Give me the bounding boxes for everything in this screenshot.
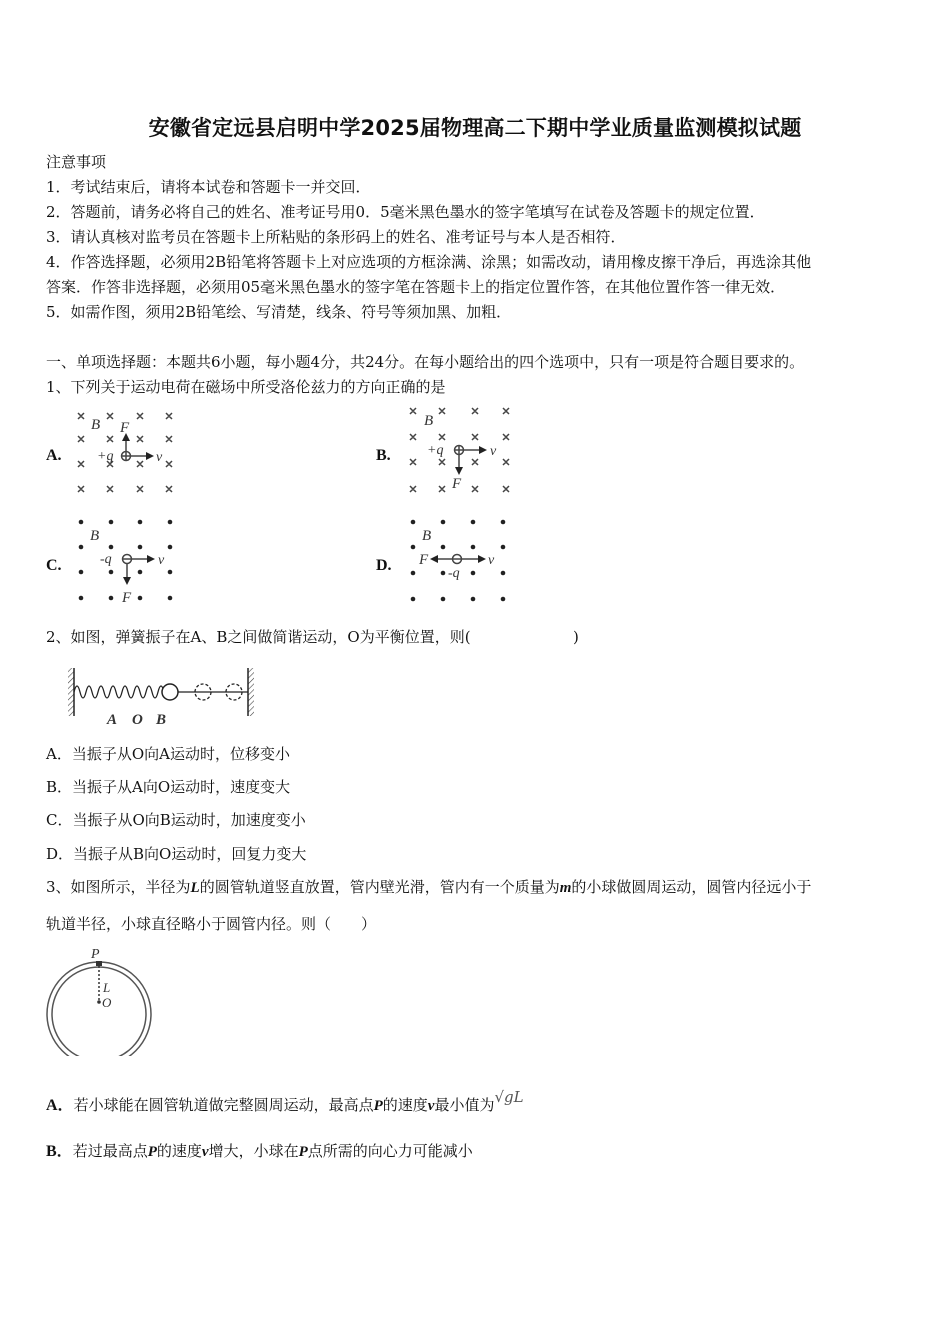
ball-icon xyxy=(162,684,178,700)
svg-text:O: O xyxy=(132,712,143,728)
svg-text:v: v xyxy=(156,450,163,465)
svg-text:v: v xyxy=(488,553,495,568)
q1-stem: 1、下列关于运动电荷在磁场中所受洛伦兹力的方向正确的是 xyxy=(46,378,446,396)
arrow-down-icon xyxy=(455,467,463,475)
right-wall-icon xyxy=(248,668,254,716)
tube-outer-icon xyxy=(47,962,151,1056)
svg-text:F: F xyxy=(122,590,132,606)
arrow-left-icon xyxy=(430,555,438,563)
q1-option-d-figure xyxy=(402,512,522,607)
svg-text:F: F xyxy=(120,420,130,436)
left-wall-icon xyxy=(68,668,74,716)
q1-option-a-label: A. xyxy=(46,447,62,464)
notice-item-4: 4．作答选择题，必须用2B铅笔将答题卡上对应选项的方框涂满、涂黑；如需改动，请用橡皮擦干净后，再选涂其他 xyxy=(46,253,812,271)
svg-text:O: O xyxy=(102,995,112,1010)
svg-text:P: P xyxy=(91,947,100,962)
q3-option-a: A．若小球能在圆管轨道做完整圆周运动，最高点P的速度v最小值为√gL xyxy=(46,1088,524,1114)
notice-heading: 注意事项 xyxy=(46,153,107,171)
svg-text:B: B xyxy=(422,528,432,544)
arrow-right-icon xyxy=(146,452,154,460)
svg-text:v: v xyxy=(490,444,497,459)
svg-text:B: B xyxy=(424,413,434,429)
q3-stem-line-2: 轨道半径，小球直径略小于圆管内径。则（ ） xyxy=(46,915,377,933)
q3-option-b: B．若过最高点P的速度v增大，小球在P点所需的向心力可能减小 xyxy=(46,1142,473,1160)
notice-item-5: 5．如需作图，须用2B铅笔绘、写清楚，线条、符号等须加黑、加粗． xyxy=(46,303,512,321)
q1-option-c-figure xyxy=(70,512,190,607)
q2-stem: 2、如图，弹簧振子在A、B之间做简谐运动，O为平衡位置，则( xyxy=(46,628,471,646)
notice-item-2: 2．答题前，请务必将自己的姓名、准考证号用0．5毫米黑色墨水的签字笔填写在试卷及答题卡的规定位置． xyxy=(46,203,765,221)
svg-text:L: L xyxy=(103,980,111,995)
svg-text:F: F xyxy=(419,552,429,568)
svg-text:B: B xyxy=(156,712,167,728)
spring-icon xyxy=(74,686,170,698)
svg-text:+q: +q xyxy=(427,443,444,458)
q1-option-d-label: D. xyxy=(376,557,392,574)
q2-option-b: B．当振子从A向O运动时，速度变大 xyxy=(46,778,291,796)
svg-text:v: v xyxy=(158,553,165,568)
q1-option-c-label: C. xyxy=(46,557,62,574)
svg-text:F: F xyxy=(452,476,462,492)
svg-text:B: B xyxy=(91,417,101,433)
q2-option-a: A．当振子从O向A运动时，位移变小 xyxy=(46,745,290,763)
notice-item-1: 1．考试结束后，请将本试卷和答题卡一并交回． xyxy=(46,178,371,196)
q2-stem-close: ) xyxy=(573,628,579,646)
arrow-right-icon xyxy=(479,446,487,454)
q1-option-b-figure xyxy=(402,403,522,498)
q1-option-a-figure xyxy=(70,405,190,500)
notice-item-4-cont: 答案．作答非选择题，必须用05毫米黑色墨水的签字笔在答题卡上的指定位置作答，在其他位置作答一律无效． xyxy=(46,278,786,296)
q1-option-b-label: B. xyxy=(376,447,391,464)
svg-text:+q: +q xyxy=(97,449,114,464)
tube-inner-icon xyxy=(52,967,146,1056)
sqrt-gl-formula: √gL xyxy=(494,1088,524,1106)
notice-item-3: 3．请认真核对监考员在答题卡上所粘贴的条形码上的姓名、准考证号与本人是否相符． xyxy=(46,228,626,246)
q2-option-d: D．当振子从B向O运动时，回复力变大 xyxy=(46,845,307,863)
svg-text:-q: -q xyxy=(448,566,460,581)
q3-stem-line-1: 3、如图所示，半径为L的圆管轨道竖直放置，管内壁光滑，管内有一个质量为m的小球做圆周运动，圆管内径远小于 xyxy=(46,878,812,896)
q2-spring-oscillator-figure xyxy=(64,664,264,730)
q2-option-c: C．当振子从O向B运动时，加速度变小 xyxy=(46,811,306,829)
page-title: 安徽省定远县启明中学2025届物理高二下期中学业质量监测模拟试题 xyxy=(148,116,802,140)
svg-text:B: B xyxy=(90,528,100,544)
q3-circular-tube-figure xyxy=(42,944,172,1056)
section-heading: 一、单项选择题：本题共6小题，每小题4分，共24分。在每小题给出的四个选项中，只有一项是符合题目要求的。 xyxy=(46,353,805,371)
svg-text:-q: -q xyxy=(100,552,112,567)
svg-text:A: A xyxy=(107,712,118,728)
